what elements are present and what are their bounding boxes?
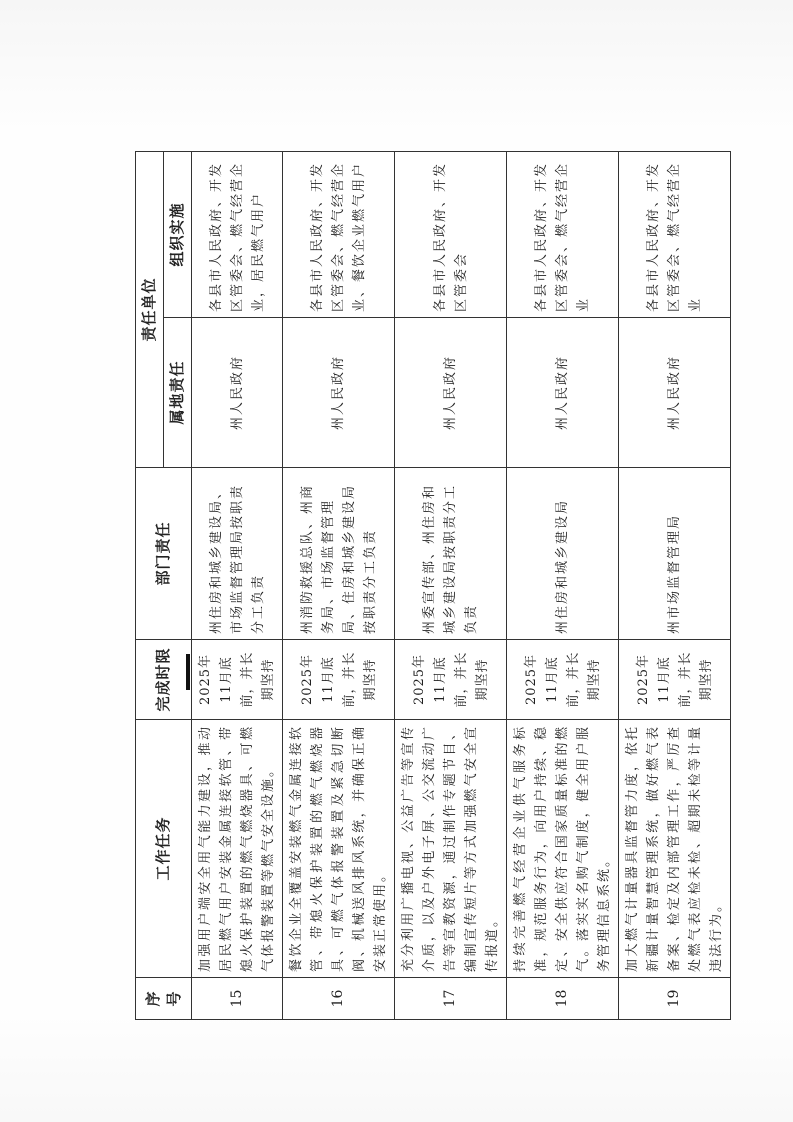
row-dept: 州委宣传部、州住房和城乡建设局按职责分工负责: [395, 468, 507, 640]
row-dept: 州市场监督管理局: [619, 468, 731, 640]
row-org: 各县市人民政府、开发区管委会、燃气经营企业，居民燃气用户: [192, 151, 283, 317]
row-deadline: 2025年11月底前，并长期坚持: [619, 640, 731, 720]
row-dept: 州住房和城乡建设局: [507, 468, 619, 640]
header-org: 组织实施: [164, 151, 192, 317]
table-row: [192, 151, 283, 1019]
table-row: [395, 151, 507, 1019]
table-rotated-container: [135, 152, 724, 1020]
task-table: [135, 151, 731, 1020]
row-seq: 15: [192, 978, 283, 1020]
table-row: [619, 151, 731, 1019]
header-deadline: 完成时限: [136, 640, 192, 720]
row-dept: 州住房和城乡建设局、市场监督管理局按职责分工负责: [192, 468, 283, 640]
row-local: 州人民政府: [619, 318, 731, 468]
row-local: 州人民政府: [192, 318, 283, 468]
row-dept: 州消防救援总队、州商务局、市场监督管理局、住房和城乡建设局按职责分工负责: [283, 468, 395, 640]
header-seq: 序号: [136, 978, 192, 1020]
row-org: 各县市人民政府、开发区管委会、燃气经营企业、餐饮企业燃气用户: [283, 151, 395, 317]
table-row: [507, 151, 619, 1019]
row-task: 充分利用广播电视、公益广告等宣传介质，以及户外电子屏、公交流动广告等宣教资源，通过制作专题节目、编制宣传短片等方式加强燃气安全宣传报道。: [395, 720, 507, 978]
row-deadline: 2025年11月底前，并长期坚持: [192, 640, 283, 720]
row-task: 加强用户端安全用气能力建设，推动居民燃气用户安装金属连接软管、带熄火保护装置的燃气燃烧器具、可燃气体报警装置等燃气安全设施。: [192, 720, 283, 978]
row-deadline: 2025年11月底前，并长期坚持: [507, 640, 619, 720]
row-task: 餐饮企业全覆盖安装燃气金属连接软管、带熄火保护装置的燃气燃烧器具、可燃气体报警装置及紧急切断阀、机械送风排风系统，并确保正确安装正常使用。: [283, 720, 395, 978]
header-local: 属地责任: [164, 318, 192, 468]
row-task: 加大燃气计量器具监督管力度，依托新疆计量智慧管理系统，做好燃气表备案、检定及内部管理工作，严厉查处燃气表应检未检、超期未检等计量违法行为。: [619, 720, 731, 978]
row-org: 各县市人民政府、开发区管委会、燃气经营企业: [619, 151, 731, 317]
row-task: 持续完善燃气经营企业供气服务标准，规范服务行为，向用户持续、稳定、安全供应符合国家质量标准的燃气。落实实名购气制度，健全用户服务管理信息系统。: [507, 720, 619, 978]
row-org: 各县市人民政府、开发区管委会: [395, 151, 507, 317]
row-seq: 19: [619, 978, 731, 1020]
row-deadline: 2025年11月底前，并长期坚持: [283, 640, 395, 720]
row-local: 州人民政府: [507, 318, 619, 468]
ink-mark: [186, 654, 190, 690]
row-deadline: 2025年11月底前，并长期坚持: [395, 640, 507, 720]
header-task: 工作任务: [136, 720, 192, 978]
header-dept: 部门责任: [136, 468, 192, 640]
header-responsible: 责任单位: [136, 151, 164, 467]
row-seq: 16: [283, 978, 395, 1020]
row-seq: 17: [395, 978, 507, 1020]
row-local: 州人民政府: [283, 318, 395, 468]
row-local: 州人民政府: [395, 318, 507, 468]
table-row: [283, 151, 395, 1019]
row-org: 各县市人民政府、开发区管委会、燃气经营企业: [507, 151, 619, 317]
row-seq: 18: [507, 978, 619, 1020]
